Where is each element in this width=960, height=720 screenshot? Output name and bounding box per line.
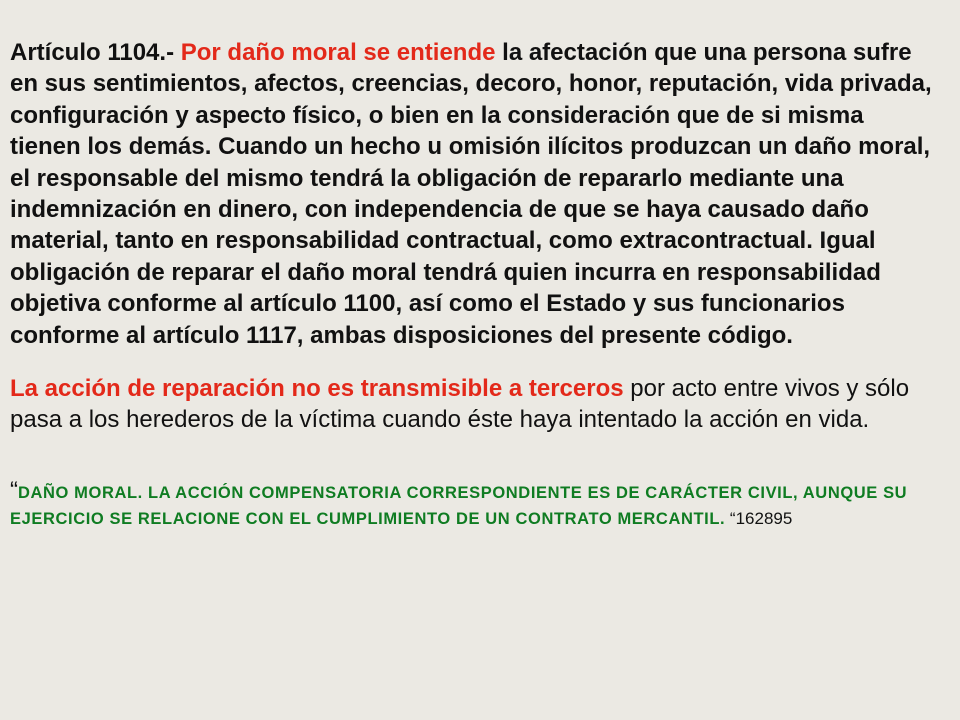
- article-label: Artículo 1104.-: [10, 39, 181, 66]
- article-highlight: Por daño moral se entiende: [180, 39, 496, 66]
- thesis-citation: [10, 478, 940, 532]
- thesis-text: DAÑO MORAL. LA ACCIÓN COMPENSATORIA CORRESPONDIENTE ES DE CARÁCTER CIVIL, AUNQUE SU EJERCICIO SE RELACIONE CON EL CUMPLIMIENTO DE UN CONTRATO MERCANTIL.: [10, 483, 908, 528]
- thesis-number: 162895: [735, 508, 793, 528]
- slide-content: [10, 37, 940, 532]
- thesis-open-quote: “: [10, 476, 18, 504]
- article-1104-paragraph: [10, 37, 940, 351]
- accion-paragraph: [10, 373, 940, 436]
- accion-highlight: La acción de reparación no es transmisible a terceros: [10, 375, 624, 403]
- accion-body: por acto entre vivos y sólo pasa a los herederos de la víctima cuando éste haya intentado la acción en vida.: [10, 375, 910, 434]
- article-body: la afectación que una persona sufre en sus sentimientos, afectos, creencias, decoro, honor, reputación, vida privada, configuración y aspecto físico, o bien en la consideración que de si misma tienen los demás. Cuando un hecho u omisión ilícitos produzcan un daño moral, el responsable del mismo tendrá la obligación de repararlo mediante una indemnización en dinero, con independencia de que se haya causado daño material, tanto en responsabilidad contractual, como extracontractual. Igual obligación de reparar el daño moral tendrá quien incurra en responsabilidad objetiva conforme al artículo 1100, así como el Estado y sus funcionarios conforme al artículo 1117, ambas disposiciones del presente código.: [10, 39, 932, 349]
- thesis-close-quote: “: [725, 508, 736, 528]
